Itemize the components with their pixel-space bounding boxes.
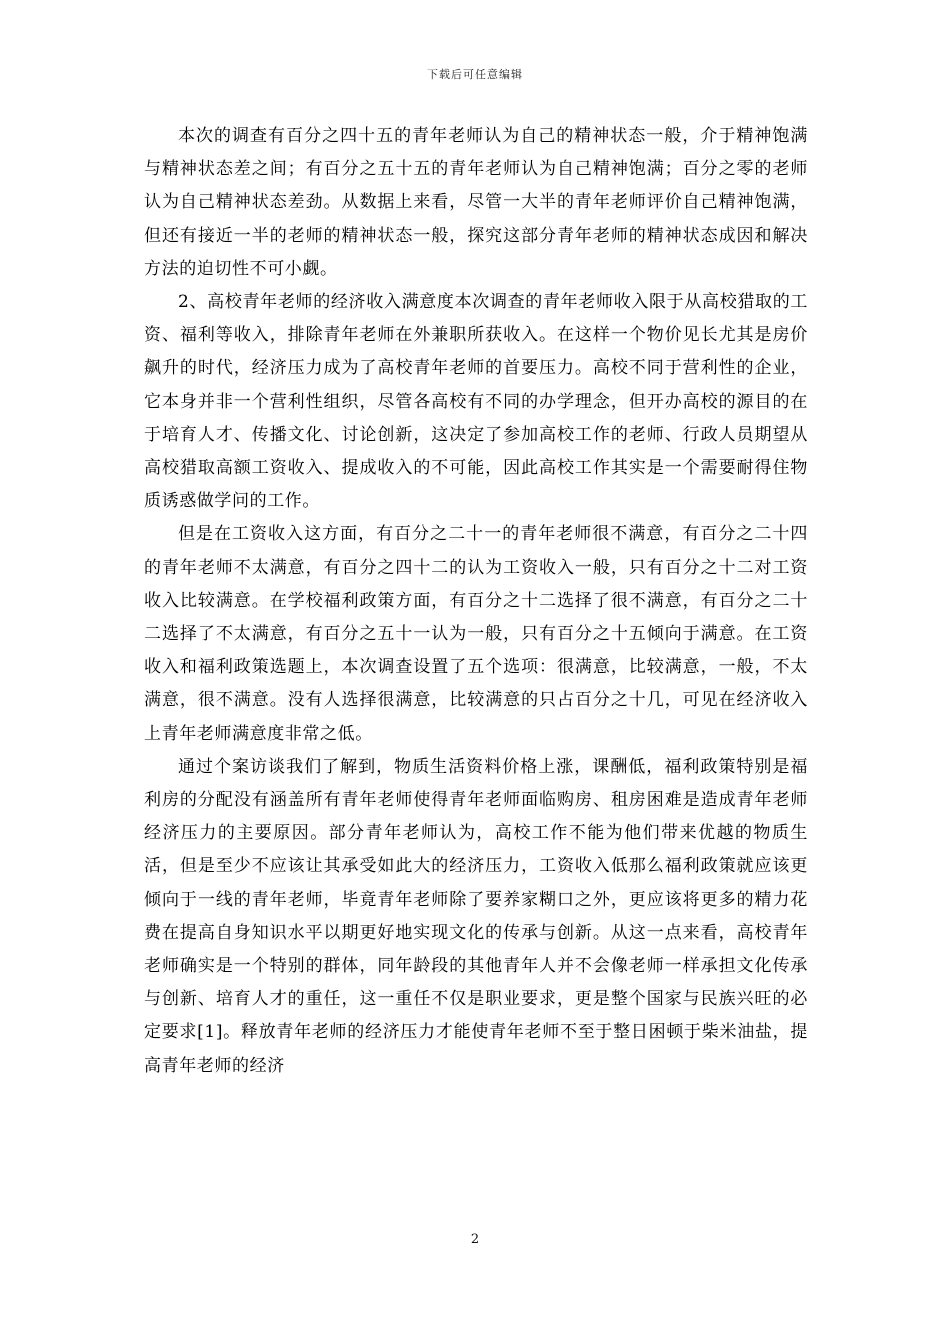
page-number: 2 bbox=[470, 1232, 480, 1247]
paragraph-1: 本次的调查有百分之四十五的青年老师认为自己的精神状态一般，介于精神饱满与精神状态差之间；有百分之五十五的青年老师认为自己精神饱满；百分之零的老师认为自己精神状态差劲。从数据上来看，尽管一大半的青年老师评价自己精神饱满，但还有接近一半的老师的精神状态一般，探究这部分青年老师的精神状态成因和解决方法的迫切性不可小觑。 bbox=[144, 126, 808, 279]
document-body bbox=[144, 120, 808, 1083]
paragraph-4: 通过个案访谈我们了解到，物质生活资料价格上涨，课酬低，福利政策特别是福利房的分配没有涵盖所有青年老师使得青年老师面临购房、租房困难是造成青年老师经济压力的主要原因。部分青年老师认为，高校工作不能为他们带来优越的物质生活，但是至少不应该让其承受如此大的经济压力，工资收入低那么福利政策就应该更倾向于一线的青年老师，毕竟青年老师除了要养家糊口之外，更应该将更多的精力花费在提高自身知识水平以期更好地实现文化的传承与创新。从这一点来看，高校青年老师确实是一个特别的群体，同年龄段的其他青年人并不会像老师一样承担文化传承与创新、培育人才的重任，这一重任不仅是职业要求，更是整个国家与民族兴旺的必定要求[1]。释放青年老师的经济压力才能使青年老师不至于整日困顿于柴米油盐，提高青年老师的经济 bbox=[144, 756, 808, 1076]
page-header: 下载后可任意编辑 bbox=[427, 68, 523, 81]
paragraph-3: 但是在工资收入这方面，有百分之二十一的青年老师很不满意，有百分之二十四的青年老师不太满意，有百分之四十二的认为工资收入一般，只有百分之十二对工资收入比较满意。在学校福利政策方面，有百分之十二选择了很不满意，有百分之二十二选择了不太满意，有百分之五十一认为一般，只有百分之十五倾向于满意。在工资收入和福利政策选题上，本次调查设置了五个选项：很满意，比较满意，一般，不太满意，很不满意。没有人选择很满意，比较满意的只占百分之十几，可见在经济收入上青年老师满意度非常之低。 bbox=[144, 524, 808, 744]
paragraph-2: 2、高校青年老师的经济收入满意度本次调查的青年老师收入限于从高校猎取的工资、福利等收入，排除青年老师在外兼职所获收入。在这样一个物价见长尤其是房价飙升的时代，经济压力成为了高校青年老师的首要压力。高校不同于营利性的企业，它本身并非一个营利性组织，尽管各高校有不同的办学理念，但开办高校的源目的在于培育人才、传播文化、讨论创新，这决定了参加高校工作的老师、行政人员期望从高校猎取高额工资收入、提成收入的不可能，因此高校工作其实是一个需要耐得住物质诱惑做学问的工作。 bbox=[144, 292, 808, 512]
